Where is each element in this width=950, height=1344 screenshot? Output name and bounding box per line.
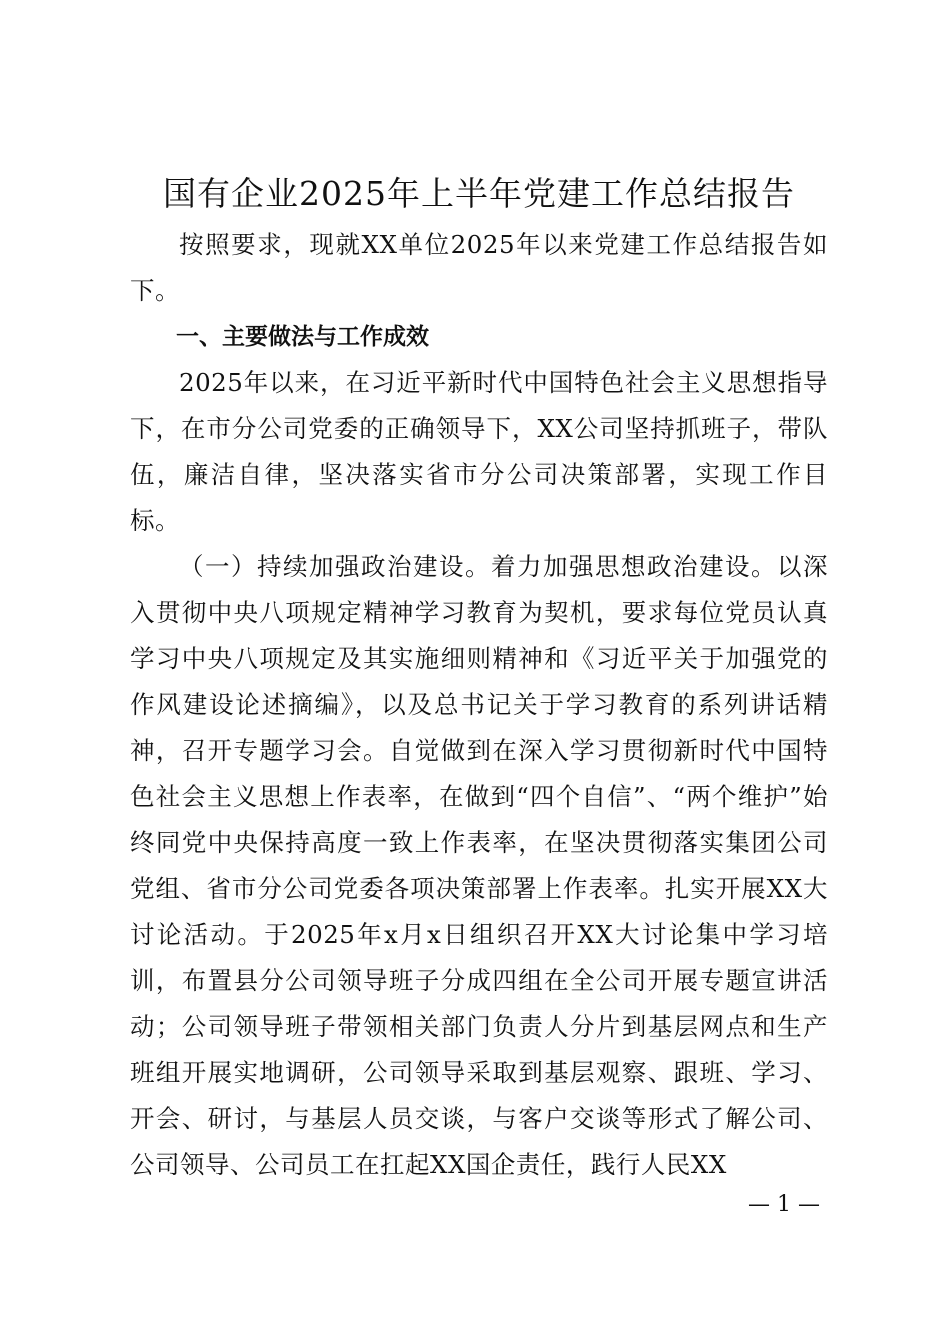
- page-number: — 1 —: [748, 1192, 820, 1217]
- subsection-paragraph: [130, 544, 828, 1188]
- subsection-lead: （一）持续加强政治建设。: [179, 552, 491, 581]
- document-body: [130, 166, 828, 1188]
- subsection-body: 着力加强思想政治建设。以深入贯彻中央八项规定精神学习教育为契机，要求每位党员认真学习中央八项规定及其实施细则精神和《习近平关于加强党的作风建设论述摘编》，以及总书记关于学习教育的系列讲话精神，召开专题学习会。自觉做到在深入学习贯彻新时代中国特色社会主义思想上作表率，在做到“四个自信”、“两个维护”始终同党中央保持高度一致上作表率，在坚决贯彻落实集团公司党组、省市分公司党委各项决策部署上作表率。扎实开展XX大讨论活动。于2025年x月x日组织召开XX大讨论集中学习培训，布置县分公司领导班子分成四组在全公司开展专题宣讲活动；公司领导班子带领相关部门负责人分片到基层网点和生产班组开展实地调研，公司领导采取到基层观察、跟班、学习、开会、研讨，与基层人员交谈，与客户交谈等形式了解公司、公司领导、公司员工在扛起XX国企责任，践行人民XX: [130, 552, 828, 1179]
- intro-paragraph: 按照要求，现就XX单位2025年以来党建工作总结报告如下。: [130, 230, 828, 305]
- document-title: 国有企业2025年上半年党建工作总结报告: [163, 174, 795, 213]
- section-heading: 一、主要做法与工作成效: [176, 324, 429, 350]
- section-intro-paragraph: 2025年以来，在习近平新时代中国特色社会主义思想指导下，在市分公司党委的正确领导下，XX公司坚持抓班子，带队伍，廉洁自律，坚决落实省市分公司决策部署，实现工作目标。: [130, 368, 828, 535]
